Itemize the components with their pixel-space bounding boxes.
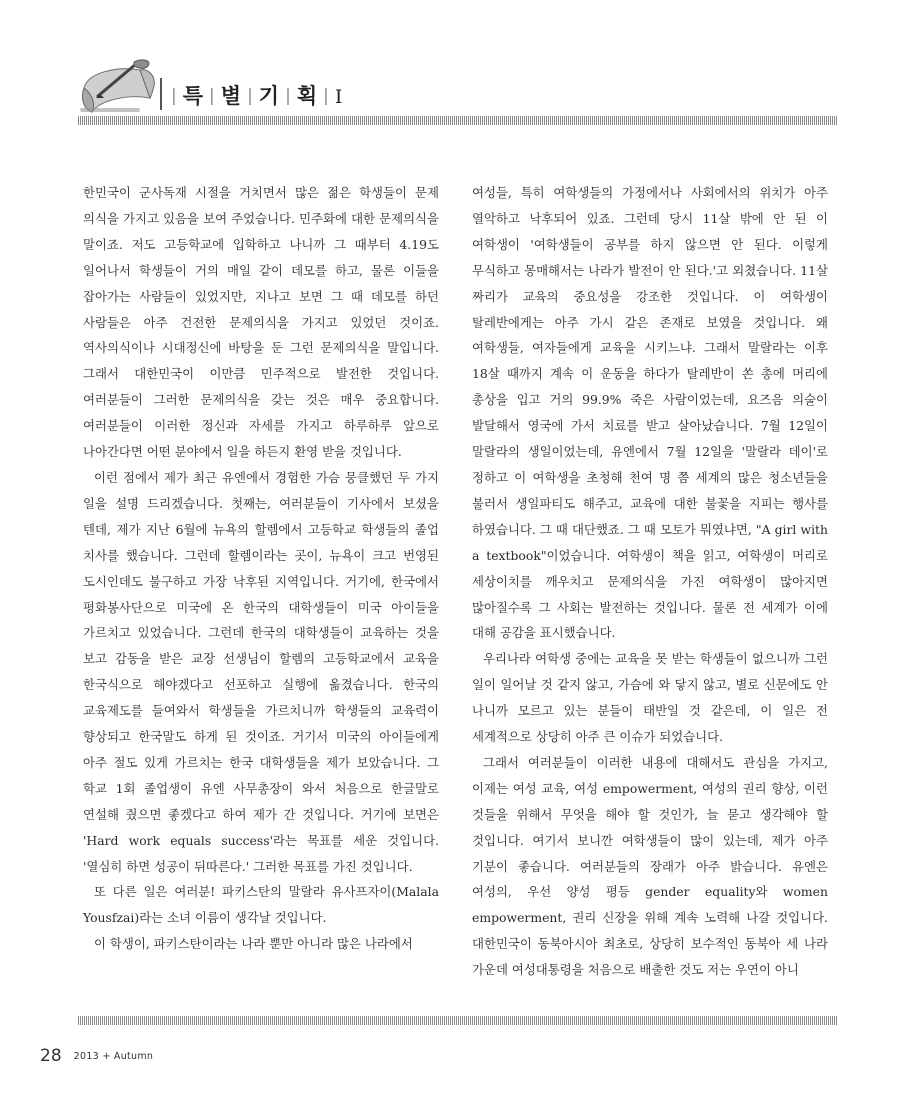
paragraph: 이 학생이, 파키스탄이라는 나라 뿐만 아니라 많은 나라에서	[94, 936, 413, 952]
paragraph: 또 다른 일은 여러분! 파키스탄의 말랄라 유사프자이(Malala Yousfzai)라는 소녀 이름이 생각날 것입니다.	[83, 884, 439, 926]
page-title: | 특 | 별 | 기 | 획 | I	[171, 84, 344, 108]
issue-label: 2013 + Autumn	[73, 1051, 154, 1062]
top-rule	[78, 116, 838, 125]
paragraph: 그래서 여러분들이 이러한 내용에 대해서도 관심을 가지고, 이제는 여성 교육, 여성 empowerment, 여성의 권리 향상, 이런 것들을 위해서 무엇을 해야 할 것인가, 늘 묻고 생각해야 할 것입니다. 여기서 보니깐 여학생들이 많이 있는데, 제가 아주 기분이 좋습니다. 여러분들의 장래가 아주 밝습니다. 유엔은 여성의, 우선 양성 평등 gender equality와 women empowerment, 권리 신장을 위해 계속 노력해 나갈 것입니다. 대한민국이 동북아시아 최초로, 상당히 보수적인 동북아 세 나라 가운데 여성대통령을 처음으로 배출한 것도 저는 우연이 아니	[472, 754, 828, 978]
left-column	[83, 180, 439, 957]
title-char: 획	[296, 84, 319, 108]
paragraph: 우리나라 여학생 중에는 교육을 못 받는 학생들이 없으니까 그런 일이 일어날 것 같지 않고, 가슴에 와 닿지 않고, 별로 신문에도 안 나니까 모르고 있는 분들이 태반일 것 같은데, 이 일은 전 세계적으로 상당히 아주 큰 이슈가 되었습니다.	[472, 651, 828, 745]
page-number: 28	[40, 1046, 62, 1066]
bottom-rule	[78, 1016, 838, 1025]
paragraph: 여성들, 특히 여학생들의 가정에서나 사회에서의 위치가 아주 열악하고 낙후되어 있죠. 그런데 당시 11살 밖에 안 된 이 여학생이 '여학생들이 공부를 하지 않으면 안 된다. 이렇게 무식하고 몽매해서는 나라가 발전이 안 된다.'고 외쳤습니다. 11살 짜리가 교육의 중요성을 강조한 것입니다. 이 여학생이 탈레반에게는 아주 가시 같은 존재로 보였을 것입니다. 왜 여학생들, 여자들에게 교육을 시키느냐. 그래서 말랄라는 이후 18살 때까지 계속 이 운동을 하다가 탈레반이 쏜 총에 머리에 총상을 입고 거의 99.9% 죽은 사람이었는데, 요즈음 의술이 발달해서 영국에 가서 치료를 받고 살아났습니다. 7월 12일이 말랄라의 생일이었는데, 유엔에서 7월 12일을 '말랄라 데이'로 정하고 이 여학생을 초청해 천여 명 쯤 세계의 많은 청소년들을 불러서 생일파티도 해주고, 교육에 대한 불꽃을 지피는 행사를 하였습니다. 그 때 대단했죠. 그 때 모토가 뭐였냐면, "A girl with a textbook"이었습니다. 여학생이 책을 읽고, 여학생이 머리로 세상이치를 깨우치고 문제의식을 가진 여학생이 많아지면 많아질수록 그 사회는 발전하는 것입니다. 물론 전 세계가 이에 대해 공감을 표시했습니다.	[472, 185, 828, 641]
paragraph: 한민국이 군사독재 시절을 거치면서 많은 젊은 학생들이 문제 의식을 가지고 있음을 보여 주었습니다. 민주화에 대한 문제의식을 말이죠. 저도 고등학교에 입학하고 나니까 그 때부터 4.19도 일어나서 학생들이 거의 매일 같이 데모를 하고, 물론 이들을 잡아가는 사람들이 있었지만, 지나고 보면 그 때 데모를 하던 사람들은 아주 건전한 문제의식을 가지고 있었던 것이죠. 역사의식이나 시대정신에 바탕을 둔 그런 문제의식을 말입니다. 그래서 대한민국이 이만큼 민주적으로 발전한 것입니다. 여러분들이 그러한 문제의식을 갖는 것은 매우 중요합니다. 여러분들이 이러한 정신과 자세를 가지고 하루하루 앞으로 나아간다면 어떤 분야에서 일을 하든지 환영 받을 것입니다.	[83, 185, 439, 460]
right-column	[472, 180, 828, 983]
section-numeral: I	[334, 86, 344, 108]
title-char: 기	[258, 84, 281, 108]
title-char: 특	[182, 84, 205, 108]
title-divider	[160, 78, 162, 110]
paragraph: 이런 점에서 제가 최근 유엔에서 경험한 가슴 뭉클했던 두 가지 일을 설명 드리겠습니다. 첫째는, 여러분들이 기사에서 보셨을 텐데, 제가 지난 6월에 뉴욕의 할렘에서 고등학교 학생들의 졸업 치사를 했습니다. 그런데 할렘이라는 곳이, 뉴욕이 크고 번영된 도시인데도 불구하고 가장 낙후된 지역입니다. 거기에, 한국에서 평화봉사단으로 미국에 온 한국의 대학생들이 미국 아이들을 가르치고 있었습니다. 그런데 한국의 대학생들이 교육하는 것을 보고 감동을 받은 교장 선생님이 할렘의 고등학교에서 교육을 한국식으로 해야겠다고 선포하고 실행에 옮겼습니다. 한국의 교육제도를 들여와서 학생들을 가르치니까 학생들의 교육력이 향상되고 한국말도 하게 된 것이죠. 거기서 미국의 아이들에게 아주 절도 있게 가르치는 한국 대학생들을 제가 보았습니다. 그 학교 1회 졸업생이 유엔 사무총장이 와서 처음으로 한글말로 연설해 줬으면 좋겠다고 하여 제가 간 것입니다. 거기에 보면은 'Hard work equals success'라는 목표를 세운 것입니다. '열심히 하면 성공이 뒤따른다.' 그러한 목표를 가진 것입니다.	[83, 469, 439, 874]
page-footer	[40, 1046, 153, 1066]
rolled-paper-quill-icon	[78, 58, 160, 120]
title-char: 별	[220, 84, 243, 108]
